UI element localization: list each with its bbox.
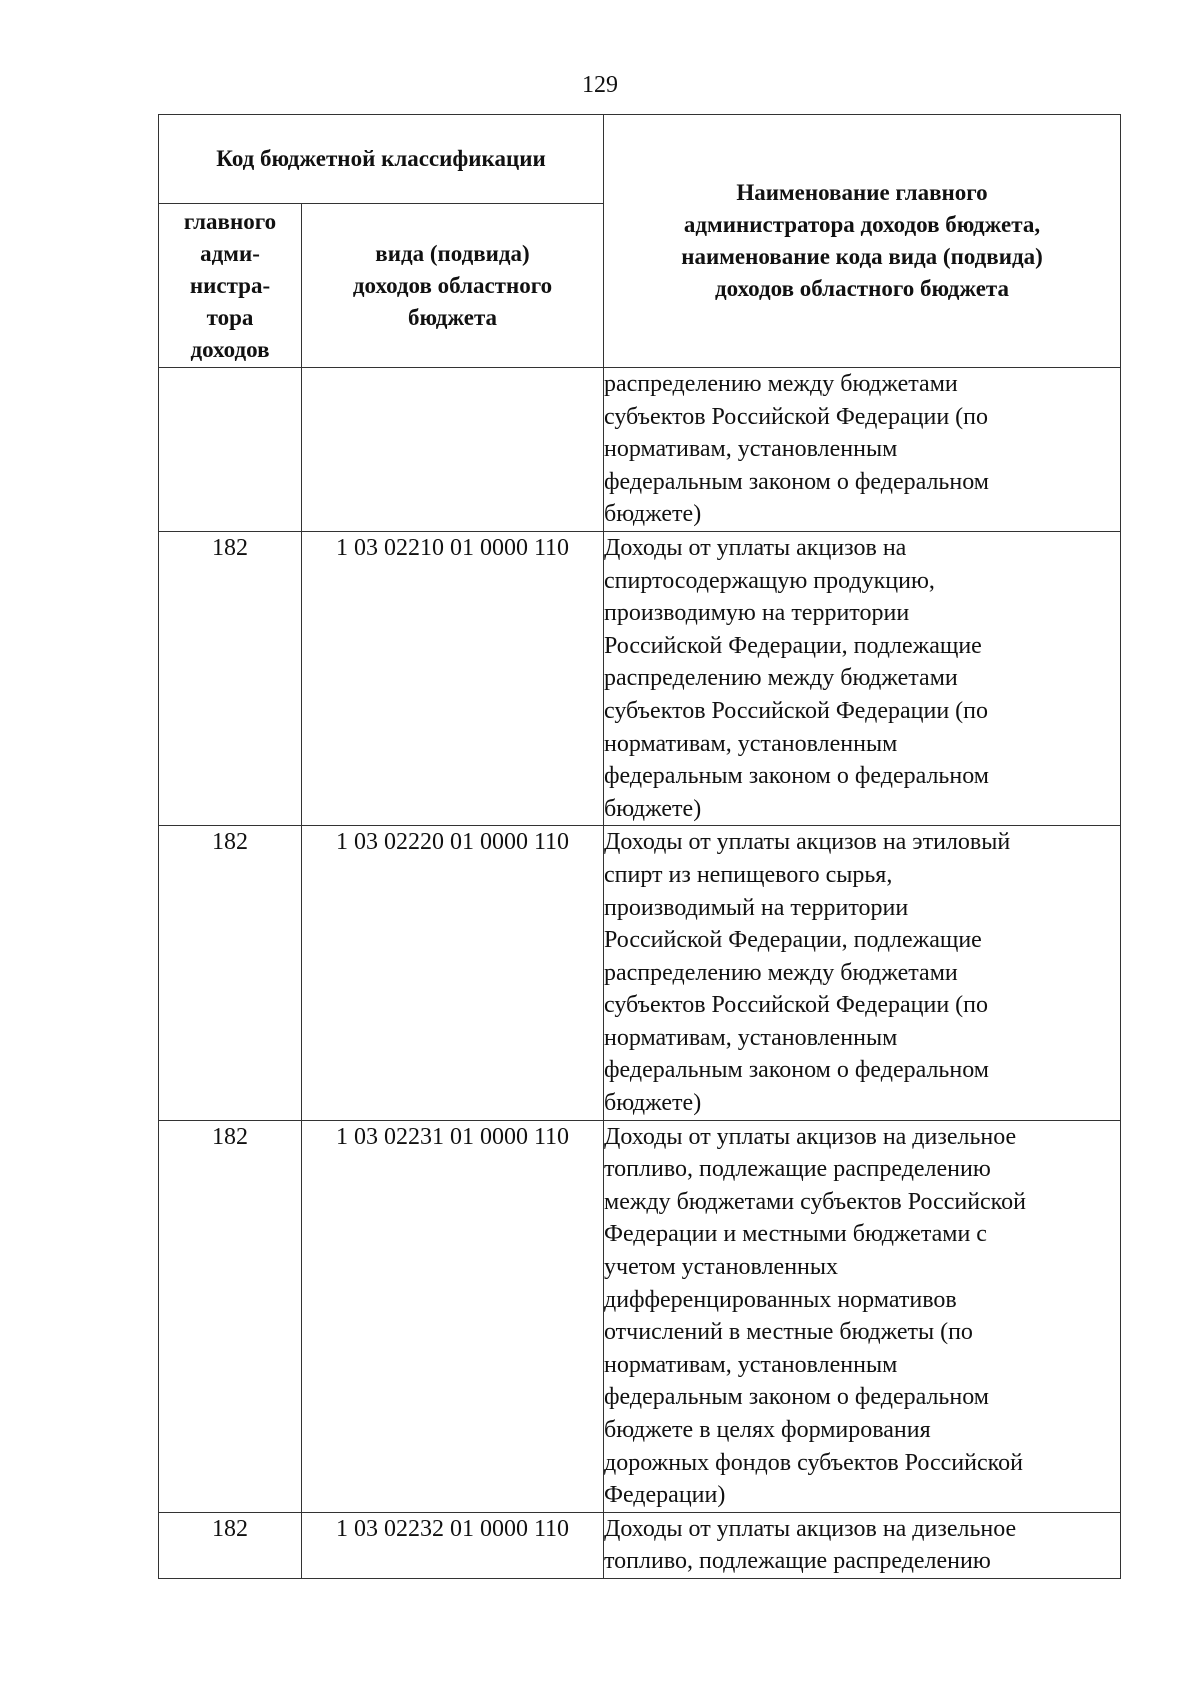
cell-admin-code — [159, 368, 302, 532]
description-line: бюджете) — [604, 1090, 702, 1117]
description-line: бюджете) — [604, 501, 702, 528]
description-line: между бюджетами субъектов Российской — [604, 1188, 1026, 1215]
header-name-line: администратора доходов бюджета, — [683, 212, 1041, 237]
header-name-column — [604, 115, 1121, 368]
header-name-line: Наименование главного — [736, 180, 988, 205]
description-line: дорожных фондов субъектов Российской — [604, 1449, 1023, 1476]
header-admin-line: доходов — [190, 336, 270, 362]
description-line: нормативам, установленным — [604, 730, 898, 757]
cell-income-code: 1 03 02231 01 0000 110 — [302, 1120, 604, 1512]
description-line: нормативам, установленным — [604, 1351, 898, 1378]
description-line: бюджете в целях формирования — [604, 1417, 931, 1443]
description-line: Доходы от уплаты акцизов на этиловый — [604, 829, 1011, 856]
page-number: 129 — [582, 72, 618, 98]
description-line: учетом установленных — [604, 1254, 839, 1281]
header-budget-code-group: Код бюджетной классификации — [159, 115, 604, 204]
cell-admin-code: 182 — [159, 826, 302, 1120]
description-line: субъектов Российской Федерации (по — [604, 697, 988, 724]
description-line: бюджете) — [604, 795, 702, 822]
description-line: Доходы от уплаты акцизов на дизельное — [604, 1123, 1017, 1150]
table-row — [159, 1120, 1121, 1512]
header-type-line: бюджета — [407, 304, 498, 330]
cell-income-code: 1 03 02220 01 0000 110 — [302, 826, 604, 1120]
description-line: распределению между бюджетами — [604, 665, 958, 692]
description-line: спирт из непищевого сырья, — [604, 861, 893, 888]
header-admin-line: нистра- — [189, 272, 271, 298]
header-name-line: доходов областного бюджета — [714, 276, 1010, 301]
cell-description — [604, 1120, 1121, 1512]
cell-description — [604, 368, 1121, 532]
header-admin-column — [159, 204, 302, 368]
description-line: федеральным законом о федеральном — [604, 763, 989, 790]
description-line: топливо, подлежащие распределению — [604, 1156, 991, 1183]
description-line: спиртосодержащую продукцию, — [604, 567, 935, 594]
cell-admin-code: 182 — [159, 1512, 302, 1578]
cell-income-code: 1 03 02210 01 0000 110 — [302, 531, 604, 825]
cell-description — [604, 1512, 1121, 1578]
header-admin-line: главного — [183, 208, 277, 234]
description-line: федеральным законом о федеральном — [604, 1384, 989, 1411]
table-header — [159, 115, 1121, 368]
description-line: топливо, подлежащие распределению — [604, 1548, 991, 1575]
description-line: отчислений в местные бюджеты (по — [604, 1319, 973, 1346]
header-type-column — [302, 204, 604, 368]
description-line: Доходы от уплаты акцизов на — [604, 534, 907, 561]
table-row — [159, 1512, 1121, 1578]
table-row — [159, 531, 1121, 825]
header-name-line: наименование кода вида (подвида) — [681, 244, 1043, 269]
header-admin-line: тора — [206, 304, 254, 330]
description-line: нормативам, установленным — [604, 1024, 898, 1051]
header-admin-line: адми- — [200, 240, 260, 266]
description-line: Федерации) — [604, 1482, 726, 1509]
cell-admin-code: 182 — [159, 1120, 302, 1512]
description-line: нормативам, установленным — [604, 436, 898, 463]
description-line: субъектов Российской Федерации (по — [604, 992, 988, 1019]
description-line: федеральным законом о федеральном — [604, 1057, 989, 1084]
description-line: Федерации и местными бюджетами с — [604, 1221, 987, 1248]
description-line: распределению между бюджетами — [604, 959, 958, 986]
description-line: дифференцированных нормативов — [604, 1286, 957, 1313]
description-line: федеральным законом о федеральном — [604, 468, 989, 495]
description-line: Доходы от уплаты акцизов на дизельное — [604, 1515, 1017, 1542]
table-row — [159, 826, 1121, 1120]
cell-income-code: 1 03 02232 01 0000 110 — [302, 1512, 604, 1578]
cell-description — [604, 826, 1121, 1120]
cell-description — [604, 531, 1121, 825]
table-body — [159, 368, 1121, 1579]
cell-admin-code: 182 — [159, 531, 302, 825]
description-line: Российской Федерации, подлежащие — [604, 632, 982, 659]
budget-classification-table — [158, 114, 1121, 1579]
header-type-line: доходов областного — [352, 272, 553, 298]
description-line: распределению между бюджетами — [604, 371, 958, 397]
table-row — [159, 368, 1121, 532]
description-line: Российской Федерации, подлежащие — [604, 927, 982, 954]
description-line: производимый на территории — [604, 894, 909, 921]
description-line: производимую на территории — [604, 600, 910, 627]
header-type-line: вида (подвида) — [375, 240, 530, 266]
cell-income-code — [302, 368, 604, 532]
description-line: субъектов Российской Федерации (по — [604, 403, 988, 430]
